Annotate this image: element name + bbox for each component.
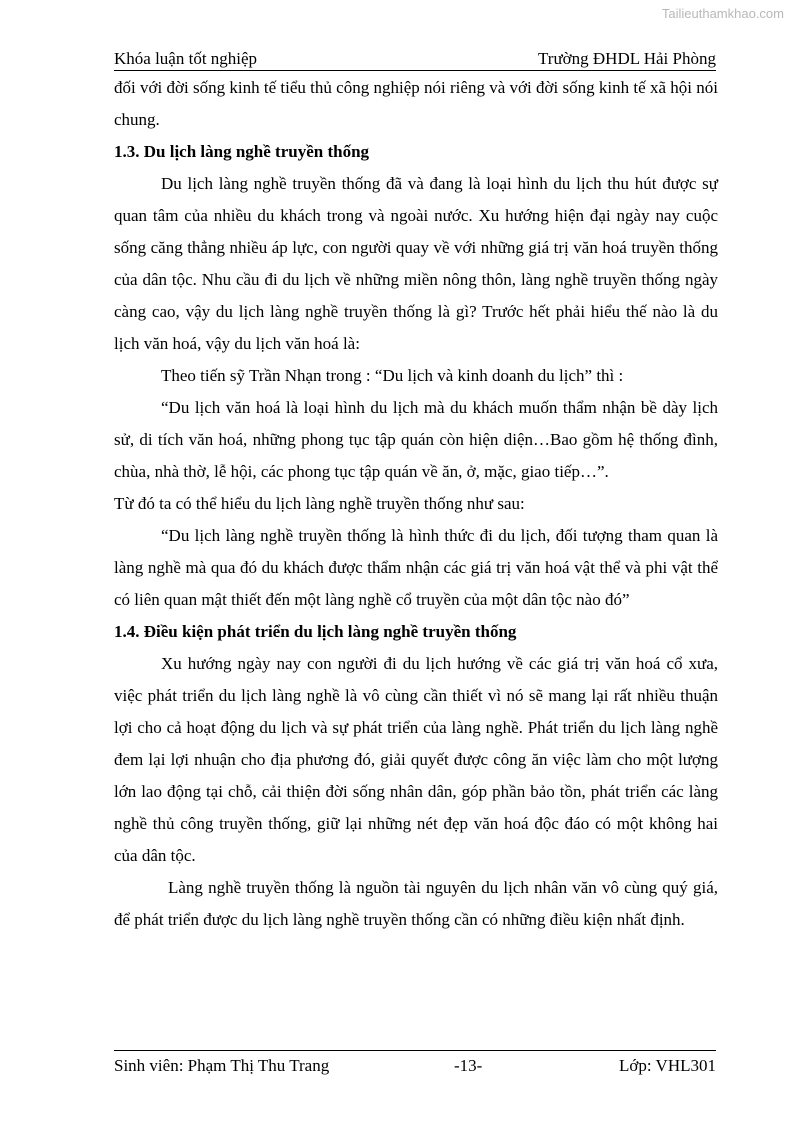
paragraph-development-trend: Xu hướng ngày nay con người đi du lịch hướng về các giá trị văn hoá cổ xưa, việc phát triển du lịch làng nghề là vô cùng cần thiết vì nó sẽ mang lại rất nhiều thuận lợi cho cả hoạt động du lịch và sự phát triển của làng nghề. Phát triển du lịch làng nghề đem lại lợi nhuận cho địa phương đó, giải quyết được công ăn việc làm cho một lượng lớn lao động tại chỗ, cải thiện đời sống nhân dân, góp phần bảo tồn, phát triển các làng nghề thủ công truyền thống, giữ lại những nét đẹp văn hoá độc đáo có một không hai của dân tộc.	[114, 654, 718, 865]
page-header	[114, 48, 716, 71]
paragraph-citation-source: Theo tiến sỹ Trần Nhạn trong : “Du lịch và kinh doanh du lịch” thì :	[161, 366, 624, 385]
paragraph-craft-village-definition: “Du lịch làng nghề truyền thống là hình thức đi du lịch, đối tượng tham quan là làng nghề mà qua đó du khách được thẩm nhận các giá trị văn hoá vật thể và phi vật thể có liên quan mật thiết đến một làng nghề cổ truyền của một dân tộc nào đó”	[114, 526, 718, 609]
paragraph-cultural-tourism-quote: “Du lịch văn hoá là loại hình du lịch mà du khách muốn thẩm nhận bề dày lịch sử, di tích văn hoá, những phong tục tập quán còn hiện diện…Bao gồm hệ thống đình, chùa, nhà thờ, lễ hội, các phong tục tập quán về ăn, ở, mặc, giao tiếp…”.	[114, 398, 718, 481]
page-number: -13-	[454, 1056, 483, 1075]
page-footer	[114, 1050, 716, 1081]
paragraph-conditions: Làng nghề truyền thống là nguồn tài nguyên du lịch nhân văn vô cùng quý giá, để phát triển được du lịch làng nghề truyền thống cần có những điều kiện nhất định.	[114, 878, 718, 929]
page-body	[114, 72, 718, 936]
header-thesis-label: Khóa luận tốt nghiệp	[114, 49, 258, 68]
paragraph-transition: Từ đó ta có thể hiểu du lịch làng nghề truyền thống như sau:	[114, 494, 525, 513]
header-university: Trường ĐHDL Hải Phòng	[538, 49, 716, 68]
paragraph-continuation: đối với đời sống kinh tế tiểu thủ công nghiệp nói riêng và với đời sống kinh tế xã hội nói chung.	[114, 78, 718, 129]
paragraph-intro-tourism: Du lịch làng nghề truyền thống đã và đang là loại hình du lịch thu hút được sự quan tâm của nhiều du khách trong và ngoài nước. Xu hướng hiện đại ngày nay cuộc sống căng thẳng nhiều áp lực, con người quay về với những giá trị văn hoá truyền thống của dân tộc. Nhu cầu đi du lịch về những miền nông thôn, làng nghề truyền thống ngày càng cao, vậy du lịch làng nghề truyền thống là gì? Trước hết phải hiểu thế nào là du lịch văn hoá, vậy du lịch văn hoá là:	[114, 174, 718, 353]
watermark: Tailieuthamkhao.com	[661, 6, 784, 21]
section-heading-1-4: 1.4. Điều kiện phát triển du lịch làng nghề truyền thống	[114, 622, 517, 641]
section-heading-1-3: 1.3. Du lịch làng nghề truyền thống	[114, 142, 370, 161]
footer-class: Lớp: VHL301	[619, 1056, 716, 1075]
footer-student-name: Sinh viên: Phạm Thị Thu Trang	[114, 1056, 330, 1075]
